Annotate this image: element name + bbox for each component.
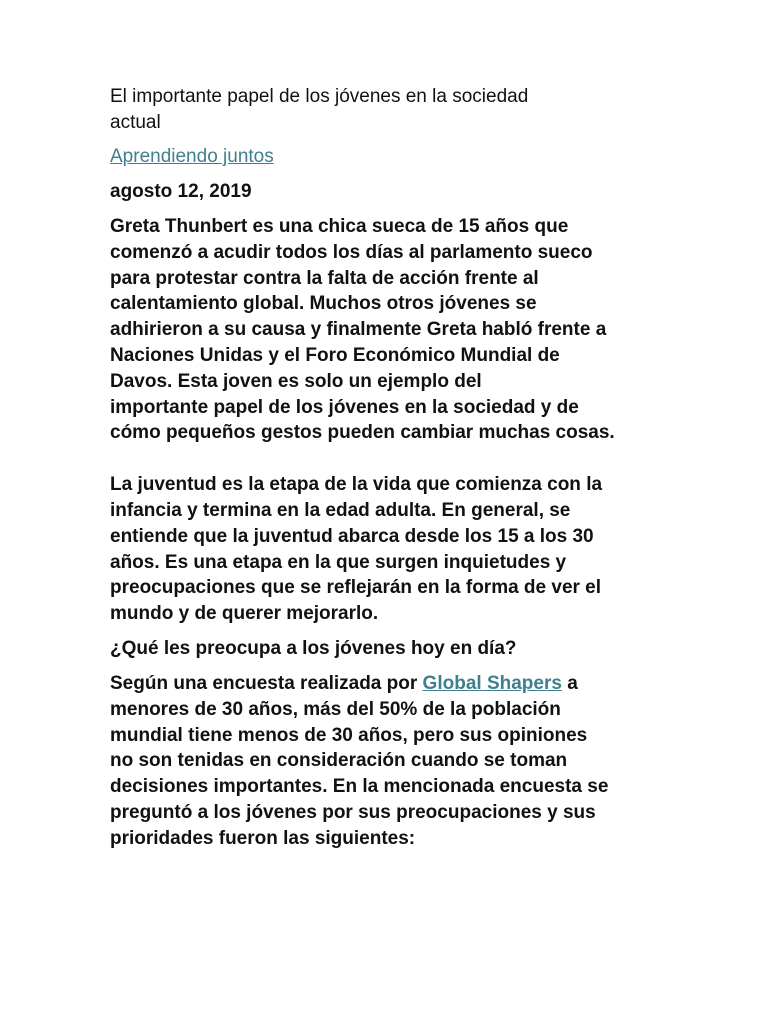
paragraph-line: decisiones importantes. En la mencionada encuesta se <box>110 776 609 798</box>
paragraph-line: importante papel de los jóvenes en la sociedad y de <box>110 396 579 418</box>
blank-line <box>110 446 670 472</box>
paragraph-line: mundial tiene menos de 30 años, pero sus opiniones <box>110 724 588 746</box>
paragraph-line: preguntó a los jóvenes por sus preocupaciones y sus <box>110 801 596 823</box>
section-question: ¿Qué les preocupa a los jóvenes hoy en día? <box>110 637 517 659</box>
paragraph-juventud <box>110 472 670 627</box>
post-date: agosto 12, 2019 <box>110 181 252 202</box>
paragraph-line: Greta Thunbert es una chica sueca de 15 años que <box>110 216 569 237</box>
paragraph-line: no son tenidas en consideración cuando se toman <box>110 750 568 772</box>
paragraph-line: adhirieron a su causa y finalmente Greta habló frente a <box>110 319 607 341</box>
paragraph-line: infancia y termina en la edad adulta. En general, se <box>110 499 571 521</box>
article-title <box>110 84 670 136</box>
paragraph-line: cómo pequeños gestos pueden cambiar muchas cosas. <box>110 422 615 444</box>
paragraph-line: Naciones Unidas y el Foro Económico Mundial de <box>110 344 560 366</box>
paragraph-line: La juventud es la etapa de la vida que comienza con la <box>110 474 603 496</box>
paragraph-text: a <box>561 672 578 694</box>
paragraph-line: años. Es una etapa en la que surgen inquietudes y <box>110 551 567 573</box>
title-line-2: actual <box>110 112 161 133</box>
paragraph-line: prioridades fueron las siguientes: <box>110 827 416 849</box>
blog-name-link[interactable]: Aprendiendo juntos <box>110 146 274 167</box>
paragraph-text: Según una encuesta realizada por <box>110 672 423 694</box>
title-line-1: El importante papel de los jóvenes en la sociedad <box>110 86 529 107</box>
paragraph-line: para protestar contra la falta de acción frente al <box>110 267 539 289</box>
global-shapers-link[interactable]: Global Shapers <box>422 672 562 694</box>
paragraph-line: entiende que la juventud abarca desde los 15 a los 30 <box>110 525 594 547</box>
paragraph-greta <box>110 214 670 446</box>
paragraph-encuesta <box>110 671 670 852</box>
paragraph-line: calentamiento global. Muchos otros jóvenes se <box>110 293 537 315</box>
paragraph-line: mundo y de querer mejorarlo. <box>110 603 379 625</box>
paragraph-line: menores de 30 años, más del 50% de la población <box>110 698 561 720</box>
paragraph-line: Davos. Esta joven es solo un ejemplo del <box>110 370 482 392</box>
paragraph-line: comenzó a acudir todos los días al parlamento sueco <box>110 241 593 263</box>
paragraph-line: preocupaciones que se reflejarán en la forma de ver el <box>110 577 602 599</box>
document-page <box>110 84 670 852</box>
